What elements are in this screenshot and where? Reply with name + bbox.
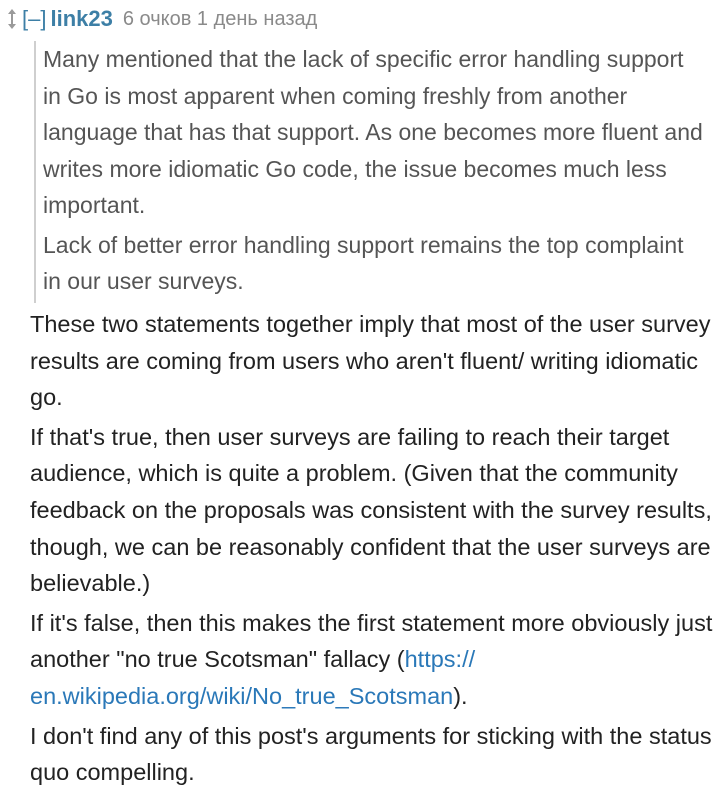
comment-body <box>30 306 720 794</box>
collapse-button[interactable]: [–] <box>22 6 47 31</box>
author-link[interactable]: link23 <box>50 6 113 31</box>
quote-paragraph: Lack of better error handling support remains the top complaint in our user surveys. <box>43 231 684 294</box>
comment-meta: 6 очков 1 день назад <box>122 7 318 30</box>
body-text-segment: ). <box>453 682 468 709</box>
comment-header <box>0 2 317 36</box>
vertical-arrows-icon[interactable] <box>6 4 18 34</box>
body-paragraph: I don't find any of this post's arguments for sticking with the status quo compelling. <box>30 722 712 786</box>
body-paragraph: If that's true, then user surveys are failing to reach their target audience, which is quite a problem. (Given that the community feedback on the proposals was consistent with the survey results, though, we can be reasonably confident that the user surveys are believable.) <box>30 423 712 597</box>
body-paragraph: These two statements together imply that most of the user survey results are coming from users who aren't fluent/ writing idiomatic go. <box>30 311 711 411</box>
quote-block <box>34 41 703 303</box>
body-paragraph <box>30 605 720 715</box>
quote-paragraph: Many mentioned that the lack of specific error handling support in Go is most apparent when coming freshly from another language that has that support. As one becomes more fluent and writes more idiomatic Go code, the issue becomes much less important. <box>43 46 703 218</box>
body-text-segment: If it's false, then this makes the first statement more obviously just another "no true Scotsman" fallacy ( <box>30 609 713 673</box>
wikipedia-link[interactable]: https:// en.wikipedia.org/wiki/No_true_Scotsman <box>30 646 476 709</box>
